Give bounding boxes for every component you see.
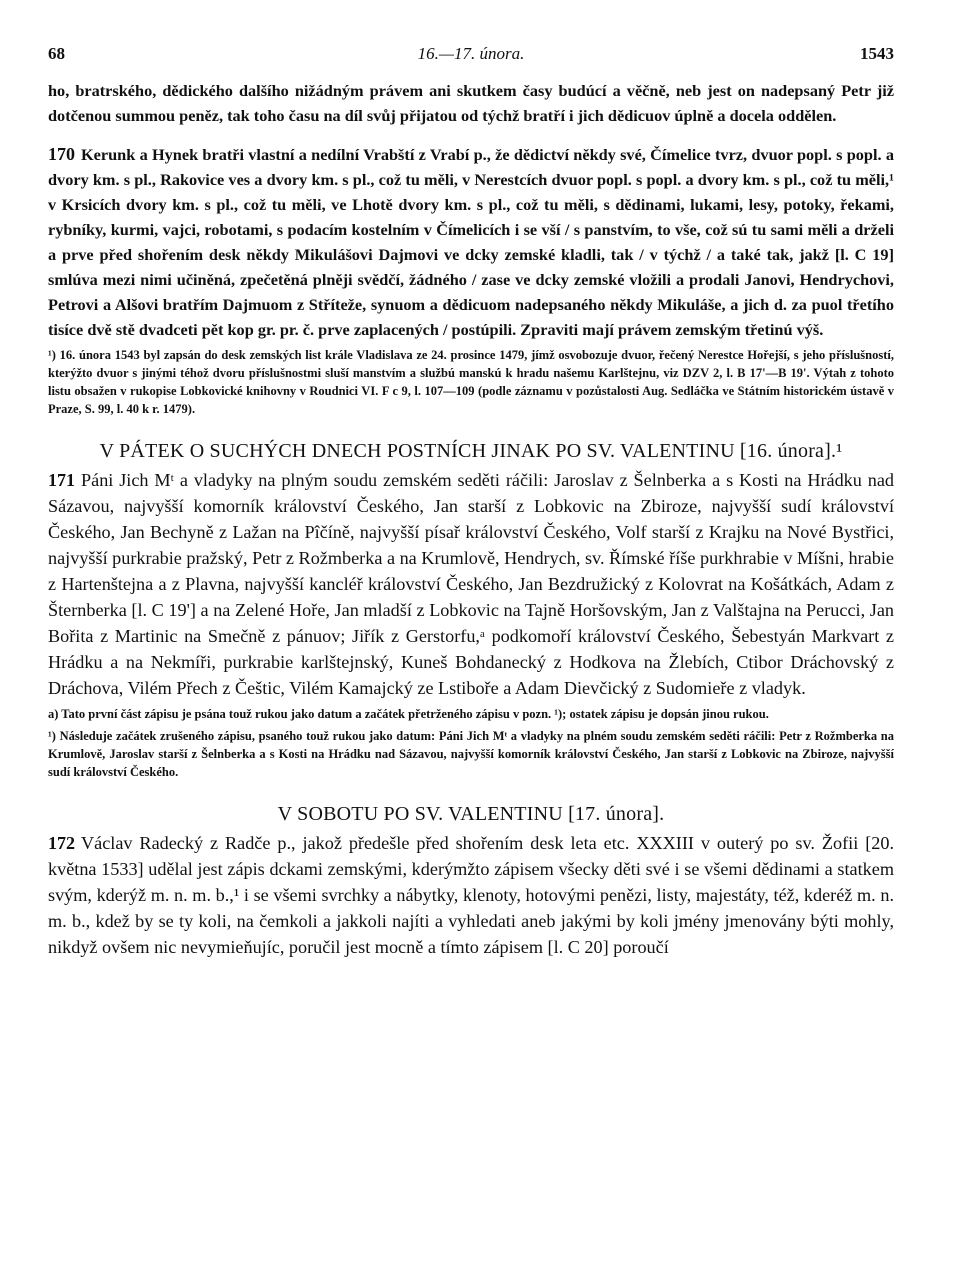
section-heading-saturday: V SOBOTU PO SV. VALENTINU [17. února]. (277, 803, 665, 825)
document-page (48, 44, 894, 960)
running-date: 16.—17. února. (417, 44, 525, 63)
footnote-170: ¹) 16. února 1543 byl zapsán do desk zemských list krále Vladislava ze 24. prosince 1479, jímž osvobozuje dvuor, řečený Nerestce Hořejší, s jeho příslušností, kterýžto dvuor s jinými téhož dvoru příslušnostmi sluší manstvím a službú manskú k hradu našemu Karlštejnu, viz DZV 2, l. B 17'—B 19'. Výtah z tohoto listu obsažen v rukopise Lobkovické knihovny v Roudnici VI. F c 9, l. 107—109 (podle záznamu v pozůstalosti Aug. Sedláčka ve Státním historickém ústavě v Praze, S. 99, l. 40 k r. 1479). (48, 348, 894, 416)
entry-number: 170 (48, 144, 75, 164)
section-heading-friday: V PÁTEK O SUCHÝCH DNECH POSTNÍCH JINAK PO SV. VALENTINU [16. února].¹ (99, 440, 843, 462)
entry-number: 172 (48, 833, 75, 853)
entry-170 (48, 142, 894, 342)
entry-171 (48, 467, 894, 701)
year-number: 1543 (860, 44, 894, 63)
entry-text: Václav Radecký z Radče p., jakož předešle před shořením desk leta etc. XXXIII v outerý po sv. Žofii [20. května 1533] udělal jest zápis dckami zemskými, kderýmžto zápisem všecky děti své i se všemi dědinami a statkem svým, kderýž m. n. m. b.,¹ i se všemi svrchky a nábytky, klenoty, hotovými penězi, listy, majestáty, též, kderéž m. n. m. b., kdež by se ty koli, na čemkoli a jakkoli najíti a vyhledati aneb jakými by koli jmény jmenovány býti mohly, nikdyž ovšem nic nevymieňujíc, poručil jest mocně a tímto zápisem [l. C 20] poroučí (48, 833, 894, 957)
entry-number: 171 (48, 470, 75, 490)
entry-172 (48, 830, 894, 960)
entry-text: Kerunk a Hynek bratři vlastní a nedílní Vrabští z Vrabí p., že dědictví někdy své, Čímelice tvrz, dvuor popl. s popl. a dvory km. s pl., Rakovice ves a dvory km. s pl., což tu měli, v Nerestcích dvuor popl. s popl. a dvory km. s pl., což tu měli,¹ v Krsicích dvory km. s pl., což tu měli, ve Lhotě dvory km. s pl., což tu měli, s dědinami, lukami, lesy, potoky, řekami, rybníky, kurmi, vajci, robotami, s podacím kostelním v Čímelicích i se vší / s panstvím, to vše, což sú tu sami měli a drželi a prve před shořením desk někdy Mikulášovi Dajmovi ve dcky zemské kladli, tak / v týchž / a také tak, jakž [l. C 19] smlúva mezi nimi učiněná, zpečetěná plněji svědčí, žádného / zase ve dcky zemské vložili a prodali Janovi, Hendrychovi, Petrovi a Alšovi bratřím Dajmuom z Stříteže, synuom a dědicuom nadepsaného někdy Mikuláše, a jich d. za puol třetího tisíce dvě stě dvadceti pět kop gr. pr. č. prve zaplacených / postúpili. Zpraviti mají právem zemským třetinú výš. (48, 145, 894, 339)
page-header (48, 44, 894, 78)
page-number-left: 68 (48, 44, 65, 63)
footnote-171b: ¹) Následuje začátek zrušeného zápisu, psaného touž rukou jako datum: Páni Jich Mᵗ a vladyky na plném soudu zemském seděti ráčili: Petr z Rožmberka na Krumlově, Jaroslav starší z Šelnberka a s Kosti na Hrádku nad Sázavou, najvyšší komorník království Českého, Jan starší z Lobkovic na Zbiroze, najvyšší sudí království Českého. (48, 729, 894, 779)
entry-text: Páni Jich Mᵗ a vladyky na plným soudu zemském seděti ráčili: Jaroslav z Šelnberka a s Kosti na Hrádku nad Sázavou, najvyšší komorník království Českého, Jan starší z Lobkovic na Zbiroze, najvyšší sudí království Českého, Jan Bechyně z Lažan na Pîčíně, najvyšší písař království Českého, Volf starší z Krajku na Nové Bystřici, najvyšší purkrabie pražský, Petr z Rožmberka a na Krumlově, Hendrych, sv. Římské říše purkhrabie v Míšni, hrabie z Hartenštejna a z Plavna, najvyšší kancléř království Českého, Jan Bezdružický z Kolovrat na Košátkách, Adam z Šternberka [l. C 19'] a na Zelené Hoře, Jan mladší z Lobkovic na Tajně Horšovským, Jan z Valštajna na Perucci, Jan Bořita z Martinic na Smečně z pánuov; Jiřík z Gerstorfu,ᵃ podkomoří království Českého, Šebestyán Markvart z Hrádku a na Nekmíři, purkrabie karlštejnský, Kuneš Bohdanecký z Hodkova na Žlebích, Ctibor Dráchovský z Dráchova, Vilém Přech z Češtic, Vilém Kamajcký ze Lstiboře a Adam Dievčický z Sudomieře z vladyk. (48, 470, 894, 698)
intro-paragraph: ho, bratrského, dědického dalšího nižádným právem ani skutkem časy budúcí a věčně, neb jest on nadepsaný Petr již dotčenou summou peněz, tak toho času na díl svůj přijatou od týchž bratří i jich dědicuov úplně a docela oddělen. (48, 81, 894, 125)
footnote-171a: a) Tato první část zápisu je psána touž rukou jako datum a začátek přetrženého zápisu v pozn. ¹); ostatek zápisu je dopsán jinou rukou. (48, 707, 769, 721)
